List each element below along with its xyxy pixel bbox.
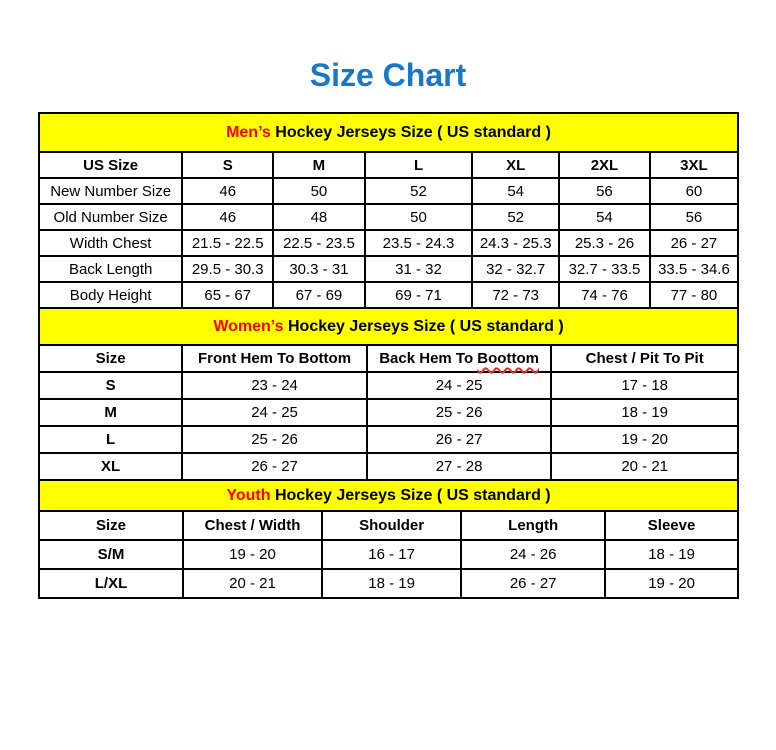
- table-cell: 25 - 26: [367, 399, 552, 426]
- column-header-cell: Shoulder: [322, 511, 461, 540]
- column-header-cell: Chest / Pit To Pit: [551, 345, 738, 372]
- womens-section-header-band: [38, 309, 739, 344]
- table-cell: XL: [39, 453, 182, 480]
- table-row: [39, 178, 738, 204]
- youth-header-text: Hockey Jerseys Size ( US standard ): [270, 487, 551, 505]
- column-header-cell: US Size: [39, 152, 182, 178]
- column-header-cell: Front Hem To Bottom: [182, 345, 367, 372]
- column-header-cell: M: [273, 152, 365, 178]
- table-row: [39, 256, 738, 282]
- table-cell: 33.5 - 34.6: [650, 256, 738, 282]
- mens-header-highlight: Men’s: [226, 124, 271, 142]
- mens-size-table: [38, 151, 739, 309]
- column-header-cell: Size: [39, 511, 183, 540]
- table-cell: 56: [559, 178, 650, 204]
- table-cell: 19 - 20: [605, 569, 738, 598]
- table-cell: Body Height: [39, 282, 182, 308]
- mens-header-text: Hockey Jerseys Size ( US standard ): [270, 124, 551, 142]
- table-cell: 29.5 - 30.3: [182, 256, 273, 282]
- table-cell: 56: [650, 204, 738, 230]
- youth-size-section: [38, 481, 739, 599]
- youth-section-header-band: [38, 481, 739, 510]
- table-cell: 18 - 19: [551, 399, 738, 426]
- table-cell: 24 - 26: [461, 540, 605, 569]
- table-cell: 50: [365, 204, 473, 230]
- table-cell: 52: [365, 178, 473, 204]
- table-cell: 16 - 17: [322, 540, 461, 569]
- page-title: Size Chart: [309, 57, 467, 93]
- mens-size-section: [38, 112, 739, 309]
- column-header-cell: L: [365, 152, 473, 178]
- table-cell: 24 - 25: [367, 372, 552, 399]
- table-cell: 77 - 80: [650, 282, 738, 308]
- column-header-cell: XL: [472, 152, 559, 178]
- column-header-cell: 2XL: [559, 152, 650, 178]
- table-cell: 46: [182, 204, 273, 230]
- table-cell: 65 - 67: [182, 282, 273, 308]
- table-cell: 26 - 27: [367, 426, 552, 453]
- table-cell: 52: [472, 204, 559, 230]
- column-header-cell: [367, 345, 552, 372]
- table-cell: 17 - 18: [551, 372, 738, 399]
- table-cell: L: [39, 426, 182, 453]
- table-cell: New Number Size: [39, 178, 182, 204]
- table-row: [39, 372, 738, 399]
- table-cell: 60: [650, 178, 738, 204]
- header-text: Back Hem To: [379, 350, 478, 368]
- table-cell: 72 - 73: [472, 282, 559, 308]
- table-cell: 31 - 32: [365, 256, 473, 282]
- womens-header-highlight: Women’s: [213, 318, 284, 336]
- column-header-cell: Chest / Width: [183, 511, 322, 540]
- table-cell: 50: [273, 178, 365, 204]
- table-cell: 25 - 26: [182, 426, 367, 453]
- table-cell: 23.5 - 24.3: [365, 230, 473, 256]
- table-cell: 26 - 27: [461, 569, 605, 598]
- table-cell: 32 - 32.7: [472, 256, 559, 282]
- table-cell: M: [39, 399, 182, 426]
- table-row: [39, 569, 738, 598]
- table-cell: 22.5 - 23.5: [273, 230, 365, 256]
- table-cell: 20 - 21: [551, 453, 738, 480]
- size-chart-page: [0, 58, 776, 599]
- mens-section-header-band: [38, 112, 739, 151]
- table-cell: 24 - 25: [182, 399, 367, 426]
- table-row: [39, 282, 738, 308]
- table-cell: Back Length: [39, 256, 182, 282]
- table-cell: 26 - 27: [650, 230, 738, 256]
- table-cell: 19 - 20: [551, 426, 738, 453]
- table-cell: 67 - 69: [273, 282, 365, 308]
- table-row: [39, 453, 738, 480]
- table-cell: 69 - 71: [365, 282, 473, 308]
- table-cell: 21.5 - 22.5: [182, 230, 273, 256]
- table-row: [39, 204, 738, 230]
- womens-size-section: [38, 309, 739, 481]
- table-cell: 19 - 20: [183, 540, 322, 569]
- womens-header-text: Hockey Jerseys Size ( US standard ): [283, 318, 564, 336]
- youth-size-table: [38, 510, 739, 599]
- table-cell: 18 - 19: [322, 569, 461, 598]
- table-cell: 48: [273, 204, 365, 230]
- table-cell: 54: [559, 204, 650, 230]
- womens-size-table: [38, 344, 739, 481]
- table-row: [39, 399, 738, 426]
- table-header-row: [39, 345, 738, 372]
- table-header-row: [39, 511, 738, 540]
- size-chart-tables: [38, 112, 739, 599]
- table-cell: 27 - 28: [367, 453, 552, 480]
- table-cell: L/XL: [39, 569, 183, 598]
- table-row: [39, 426, 738, 453]
- column-header-cell: S: [182, 152, 273, 178]
- table-cell: 24.3 - 25.3: [472, 230, 559, 256]
- table-cell: Old Number Size: [39, 204, 182, 230]
- youth-header-highlight: Youth: [226, 487, 271, 505]
- table-cell: 26 - 27: [182, 453, 367, 480]
- table-cell: 30.3 - 31: [273, 256, 365, 282]
- column-header-cell: Size: [39, 345, 182, 372]
- table-cell: 18 - 19: [605, 540, 738, 569]
- table-header-row: [39, 152, 738, 178]
- table-cell: Width Chest: [39, 230, 182, 256]
- table-row: [39, 230, 738, 256]
- table-cell: S: [39, 372, 182, 399]
- column-header-cell: Length: [461, 511, 605, 540]
- table-row: [39, 540, 738, 569]
- column-header-cell: 3XL: [650, 152, 738, 178]
- table-cell: 74 - 76: [559, 282, 650, 308]
- table-cell: S/M: [39, 540, 183, 569]
- table-cell: 23 - 24: [182, 372, 367, 399]
- misspelled-word-squiggle: Boottom: [477, 350, 539, 368]
- table-cell: 25.3 - 26: [559, 230, 650, 256]
- table-cell: 32.7 - 33.5: [559, 256, 650, 282]
- table-cell: 54: [472, 178, 559, 204]
- column-header-cell: Sleeve: [605, 511, 738, 540]
- table-cell: 46: [182, 178, 273, 204]
- table-cell: 20 - 21: [183, 569, 322, 598]
